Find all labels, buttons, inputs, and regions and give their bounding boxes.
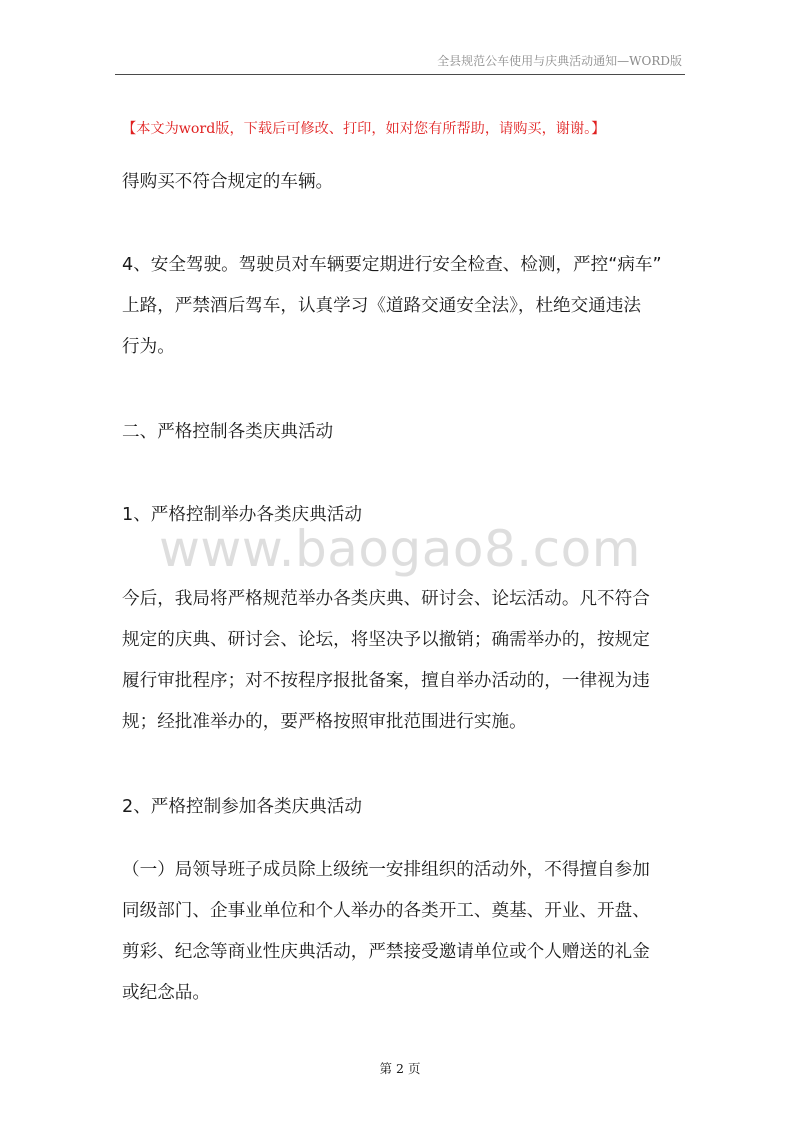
paragraph-line: 规；经批准举办的，要严格按照审批范围进行实施。 <box>122 712 527 732</box>
paragraph-line: 得购买不符合规定的车辆。 <box>122 172 334 192</box>
section-heading-2 <box>122 412 692 453</box>
paragraph-line: 行为。 <box>122 337 175 357</box>
watermark: www.baogao8.com <box>159 520 641 578</box>
paragraph-safe-driving <box>122 245 692 368</box>
subsection-heading-text: 2、严格控制参加各类庆典活动 <box>122 797 362 817</box>
running-header: 全县规范公车使用与庆典活动通知—WORD版 <box>437 54 682 68</box>
section-heading-text: 二、严格控制各类庆典活动 <box>122 422 334 442</box>
paragraph-line: 履行审批程序；对不按程序报批备案，擅自举办活动的，一律视为违 <box>122 671 650 691</box>
subsection-heading-2 <box>122 787 692 828</box>
subsection-heading-text: 1、严格控制举办各类庆典活动 <box>122 505 362 525</box>
header-divider <box>115 74 685 75</box>
paragraph-line: （一）局领导班子成员除上级统一安排组织的活动外，不得擅自参加 <box>122 860 650 880</box>
page-number: 第 2 页 <box>379 1061 421 1076</box>
paragraph-line: 或纪念品。 <box>122 983 210 1003</box>
paragraph-line: 剪彩、纪念等商业性庆典活动，严禁接受邀请单位或个人赠送的礼金 <box>122 942 650 962</box>
subsection-heading-1 <box>122 495 692 536</box>
paragraph-line: 上路，严禁酒后驾车，认真学习《道路交通安全法》，杜绝交通违法 <box>122 296 642 316</box>
paragraph-leadership-rules <box>122 850 692 1014</box>
paragraph-line: 同级部门、企事业单位和个人举办的各类开工、奠基、开业、开盘、 <box>122 901 650 921</box>
paragraph-line: 规定的庆典、研讨会、论坛，将坚决予以撤销；确需举办的，按规定 <box>122 630 650 650</box>
paragraph-ceremony-rules <box>122 579 692 743</box>
paragraph-1 <box>122 162 692 203</box>
paragraph-line: 今后，我局将严格规范举办各类庆典、研讨会、论坛活动。凡不符合 <box>122 589 650 609</box>
paragraph-line: 4、安全驾驶。驾驶员对车辆要定期进行安全检查、检测，严控“病车” <box>122 255 662 275</box>
purchase-notice: 【本文为word版，下载后可修改、打印，如对您有所帮助，请购买，谢谢。】 <box>122 121 606 137</box>
